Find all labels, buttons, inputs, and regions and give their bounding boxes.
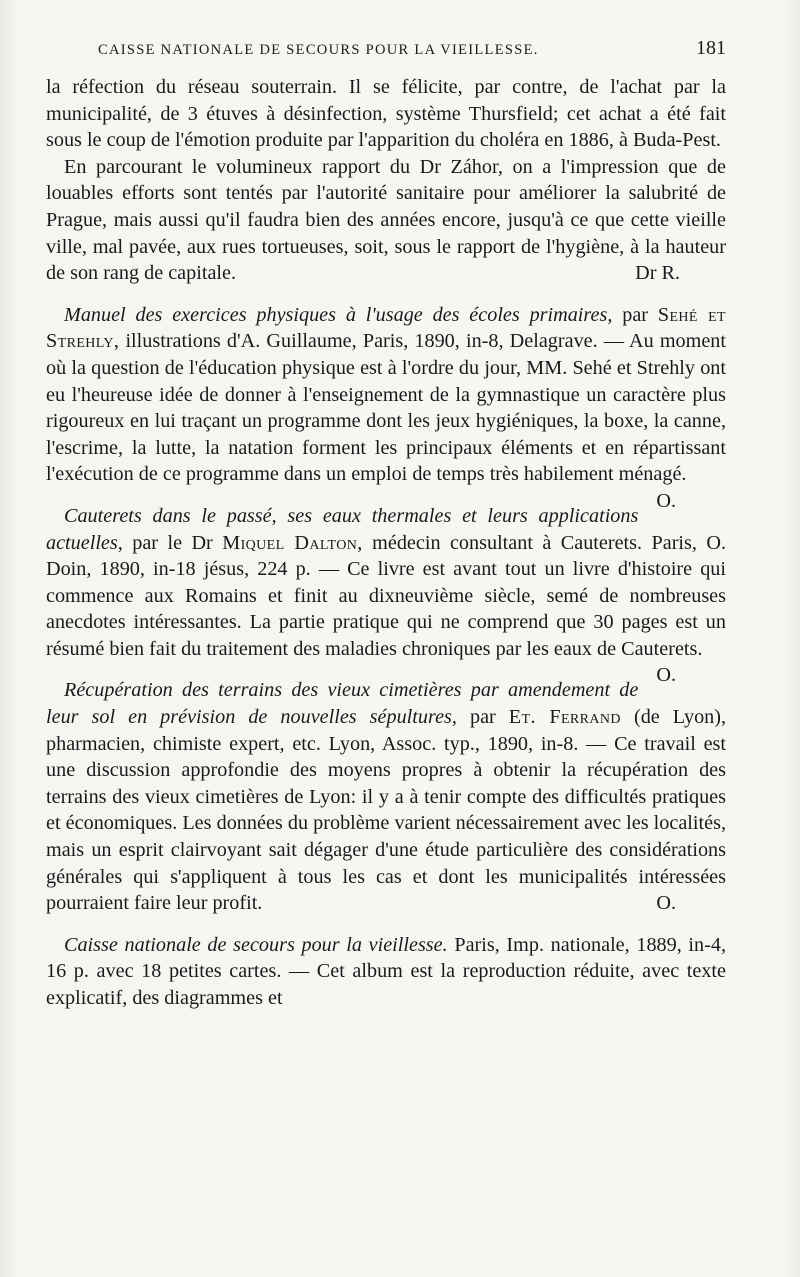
- running-title: CAISSE NATIONALE DE SECOURS POUR LA VIEILLESSE.: [98, 42, 539, 58]
- running-header: [98, 37, 726, 60]
- review-title: Caisse nationale de secours pour la vieillesse.: [64, 933, 448, 956]
- review-author-prefix: par le Dr: [132, 531, 213, 554]
- review-author: Miquel Dalton,: [222, 531, 363, 554]
- review-title: Récupération des terrains des vieux cimetières par amendement de leur sol en prévision de nouvelles sépultures,: [46, 679, 639, 729]
- continuation-paragraph: la réfection du réseau souterrain. Il se félicite, par contre, de l'achat par la municipalité, de 3 étuves à désinfection, système Thursfield; cet achat a été fait sous le coup de l'émotion produite par l'apparition du choléra en 1886, à Buda-Pest.: [46, 76, 726, 152]
- review-signature: O.: [656, 489, 676, 512]
- prague-report-paragraph: [46, 154, 726, 287]
- review-title: Cauterets dans le passé, ses eaux thermales et leurs applications actuelles,: [46, 504, 639, 554]
- review-author: Et. Ferrand: [508, 706, 621, 729]
- review-title: Manuel des exercices physiques à l'usage des écoles primaires,: [64, 303, 613, 326]
- review-author-prefix: par: [469, 706, 496, 729]
- review-body: Paris, Imp. nationale, 1889, in-4, 16 p. avec 18 petites cartes. — Cet album est la reproduction réduite, avec texte explicatif, des diagrammes et: [46, 933, 727, 1009]
- review-author-prefix: par: [622, 303, 648, 326]
- review-body: (de Lyon), pharmacien, chimiste expert, etc. Lyon, Assoc. typ., 1890, in-8. — Ce travail est une discussion approfondie des moyens propres à obtenir la récupération des terrains des vieux cimetières de Lyon: il y a à tenir compte des difficultés pratiques et économiques. Les données du problème varient nécessairement avec les localités, mais un esprit clairvoyant sait dégager d'une étude particulière des considérations générales qui s'appliquent à tous les cas et dont les municipalités intéressées pourraient faire leur profit.: [46, 706, 727, 915]
- prague-report-text: En parcourant le volumineux rapport du Dr Záhor, on a l'impression que de louables efforts sont tentés par l'autorité sanitaire pour améliorer la salubrité de Prague, mais aussi qu'il faudra bien des années encore, jusqu'à ce que cette vieille ville, mal pavée, aux rues tortueuses, soit, sous le rapport de l'hygiène, à la hauteur de son rang de capitale.: [46, 155, 726, 285]
- review-entry-caisse-nationale: [46, 932, 726, 1012]
- page-number: 181: [696, 37, 726, 59]
- prague-signature: Dr R.: [635, 262, 680, 285]
- review-entry-cimetieres: [46, 677, 726, 916]
- page-body: [46, 74, 726, 1012]
- review-author: Sehé et Strehly,: [46, 303, 726, 353]
- review-body: illustrations d'A. Guillaume, Paris, 1890, in-8, Delagrave. — Au moment où la question de l'éducation physique est à l'ordre du jour, MM. Sehé et Strehly ont eu l'heureuse idée de donner à l'enseignement de la gymnastique un caractère plus rigoureux en lui traçant un programme dont les jeux hygiéniques, la boxe, la canne, l'escrime, la lutte, la natation forment les principaux éléments et en répartissant l'exécution de ce programme dans un emploi de temps très habilement ménagé.: [46, 330, 727, 486]
- review-signature: O.: [656, 892, 676, 915]
- review-signature: O.: [656, 664, 676, 687]
- review-entry-manuel: [46, 302, 727, 512]
- review-entry-cauterets: [46, 503, 726, 687]
- review-body: médecin consultant à Cauterets. Paris, O. Doin, 1890, in-18 jésus, 224 p. — Ce livre est avant tout un livre d'histoire qui commence aux Romains et finit au dixneuvième siècle, semé de nombreuses anecdotes intéressantes. La partie pratique qui ne comprend que 30 pages est un résumé bien fait du traitement des maladies chroniques par les eaux de Cauterets.: [46, 531, 726, 660]
